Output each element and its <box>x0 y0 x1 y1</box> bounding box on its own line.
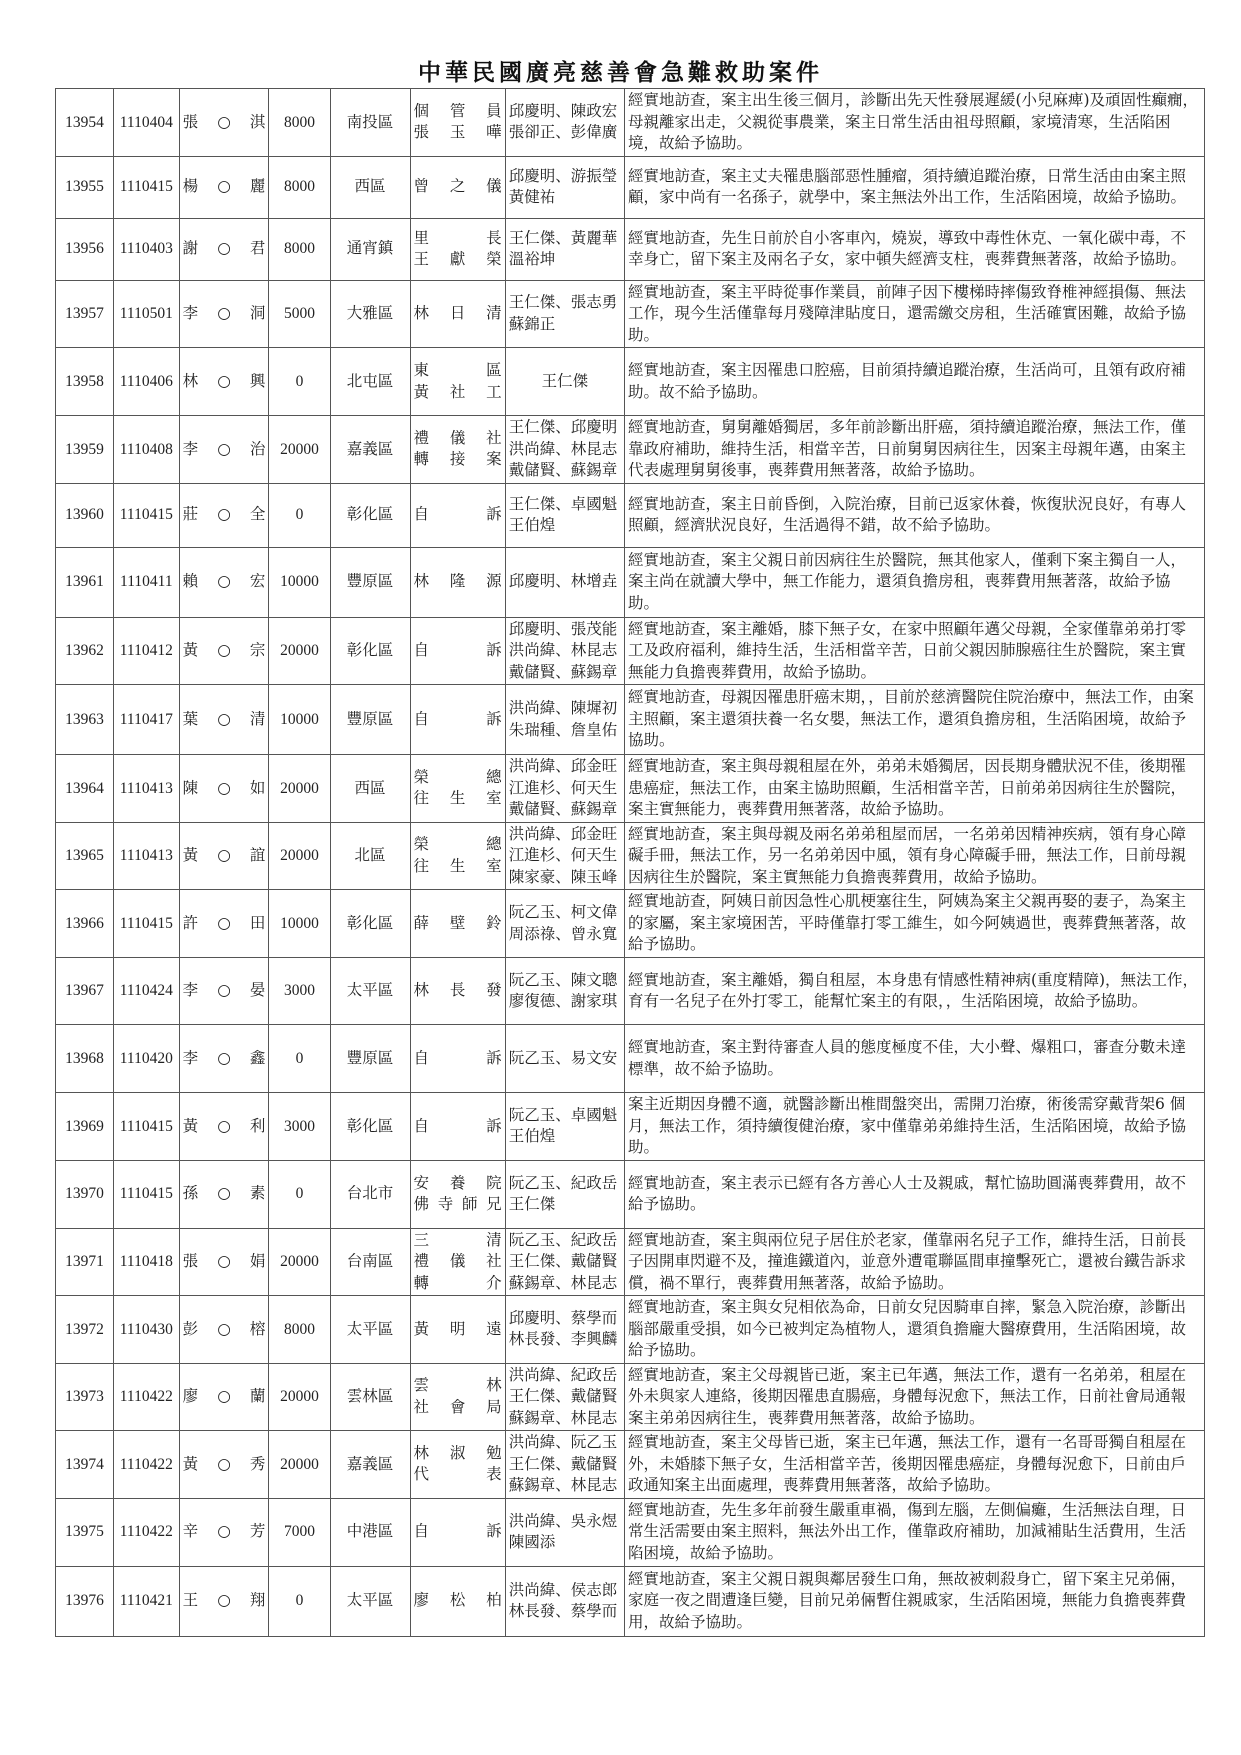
case-row <box>56 89 1205 157</box>
case-date: 1110404 <box>113 89 179 157</box>
case-description: 經實地訪查，案主離婚，獨自租屋，本身患有情感性精神病(重度精障)，無法工作，育有一名兒子在外打零工，能幫忙案主的有限，，生活陷困境，故給予協助。 <box>624 958 1204 1025</box>
case-number: 13975 <box>56 1498 114 1566</box>
case-row <box>56 890 1205 958</box>
case-date: 1110408 <box>113 416 179 484</box>
aid-amount: 0 <box>269 1160 330 1228</box>
visitor-line: 洪尚緯、陳墀初 <box>508 699 618 717</box>
case-number: 13960 <box>56 483 114 547</box>
visitors-cell <box>505 617 624 685</box>
referrer-cell <box>410 1498 505 1566</box>
recipient-name: 辛 ○ 芳 <box>179 1498 269 1566</box>
case-description: 經實地訪查，阿姨日前因急性心肌梗塞往生，阿姨為案主父親再娶的妻子，為案主的家屬，案主家境困苦，平時僅靠打零工維生，如今阿姨過世，喪葬費無著落，故給予協助。 <box>624 890 1204 958</box>
case-date: 1110406 <box>113 348 179 416</box>
visitor-line: 洪尚緯、邱金旺 <box>508 757 618 775</box>
visitor-line: 洪尚緯、林昆志 <box>508 641 618 659</box>
case-area: 通宵鎮 <box>330 218 410 280</box>
case-number: 13962 <box>56 617 114 685</box>
case-description: 經實地訪查，母親因罹患肝癌末期，，目前於慈濟醫院住院治療中，無法工作，由案主照顧，案主還須扶養一名女嬰，無法工作，還須負擔房租，生活陷困境，故給予協助。 <box>624 685 1204 755</box>
case-description: 經實地訪查，案主父母皆已逝，案主已年邁，無法工作，還有一名哥哥獨自租屋在外，未婚膝下無子女，生活相當辛苦，後期因罹患癌症，身體每況愈下，日前由戶政通知案主出面處理，喪葬費用無著落，故給予協助。 <box>624 1431 1204 1499</box>
case-area: 台北市 <box>330 1160 410 1228</box>
case-area: 嘉義區 <box>330 416 410 484</box>
visitor-line: 王仁傑 <box>541 371 589 390</box>
visitor-line: 王仁傑、卓國魁 <box>508 494 618 513</box>
visitor-line: 王仁傑、戴儲賢 <box>508 1387 618 1405</box>
visitor-line: 王伯煌 <box>508 1127 556 1146</box>
recipient-name: 林 ○ 興 <box>179 348 269 416</box>
visitor-line: 洪尚緯、林昆志 <box>508 439 618 458</box>
case-description: 經實地訪查，案主與母親租屋在外，弟弟未婚獨居，因長期身體狀況不佳，後期罹患癌症，無法工作，由案主協助照顧，生活相當辛苦，日前弟弟因病往生於醫院，案主實無能力，喪葬費用無著落，故給予協助。 <box>624 755 1204 823</box>
aid-amount: 0 <box>269 483 330 547</box>
visitors-cell <box>505 218 624 280</box>
visitor-line: 戴儲賢、蘇錫章 <box>508 662 618 681</box>
case-row <box>56 483 1205 547</box>
case-row <box>56 218 1205 280</box>
referrer-line: 廖松柏 <box>413 1591 502 1610</box>
case-description: 經實地訪查，案主父親日親與鄰居發生口角，無故被刺殺身亡，留下案主兄弟倆，家庭一夜之間遭逢巨變，目前兄弟倆暫住親戚家，生活陷困境，無能力負擔喪葬費用，故給予協助。 <box>624 1566 1204 1636</box>
referrer-line: 社會局 <box>413 1397 502 1416</box>
case-date: 1110413 <box>113 822 179 890</box>
visitors-cell <box>505 1431 624 1499</box>
aid-amount: 10000 <box>269 685 330 755</box>
case-description: 經實地訪查，先生日前於自小客車內，燒炭，導致中毒性休克、一氧化碳中毒，不幸身亡，留下案主及兩名子女，家中頓失經濟支柱，喪葬費無著落，故給予協助。 <box>624 218 1204 280</box>
referrer-line: 黃明遠 <box>413 1319 502 1338</box>
case-row <box>56 1498 1205 1566</box>
visitors-cell <box>505 1566 624 1636</box>
visitor-line: 洪尚緯、吳永煜 <box>508 1511 618 1530</box>
visitor-line: 蘇錫章、林昆志 <box>508 1273 618 1292</box>
referrer-cell <box>410 685 505 755</box>
aid-amount: 8000 <box>269 89 330 157</box>
referrer-line: 佛寺師兄 <box>413 1195 502 1213</box>
visitors-cell <box>505 1093 624 1161</box>
case-number: 13972 <box>56 1296 114 1364</box>
referrer-line: 安養院 <box>413 1173 502 1192</box>
case-description: 經實地訪查，舅舅離婚獨居，多年前診斷出肝癌，須持續追蹤治療，無法工作，僅靠政府補助，維持生活，相當辛苦，日前舅舅因病往生，因案主母親年邁，由案主代表處理舅舅後事，喪葬費用無著落，故給予協助。 <box>624 416 1204 484</box>
aid-amount: 20000 <box>269 1363 330 1431</box>
visitor-line: 邱慶明、林增垚 <box>508 572 618 591</box>
case-area: 大雅區 <box>330 280 410 348</box>
case-row <box>56 1093 1205 1161</box>
visitor-line: 阮乙玉、紀政岳 <box>508 1173 618 1192</box>
visitor-line: 阮乙玉、卓國魁 <box>508 1105 618 1124</box>
aid-amount: 20000 <box>269 1228 330 1296</box>
case-area: 北屯區 <box>330 348 410 416</box>
case-area: 彰化區 <box>330 1093 410 1161</box>
referrer-cell <box>410 617 505 685</box>
visitors-cell <box>505 890 624 958</box>
recipient-name: 李 ○ 洞 <box>179 280 269 348</box>
referrer-cell <box>410 958 505 1025</box>
recipient-name: 王 ○ 翔 <box>179 1566 269 1636</box>
referrer-line: 薛壁鈴 <box>413 913 502 932</box>
referrer-cell <box>410 1363 505 1431</box>
referrer-line: 三 清 <box>413 1230 502 1249</box>
visitors-cell <box>505 89 624 157</box>
aid-amount: 10000 <box>269 890 330 958</box>
aid-amount: 8000 <box>269 218 330 280</box>
visitors-cell <box>505 1160 624 1228</box>
case-row <box>56 617 1205 685</box>
referrer-line: 林日清 <box>413 304 502 322</box>
aid-amount: 7000 <box>269 1498 330 1566</box>
visitor-line: 阮乙玉、紀政岳 <box>508 1230 618 1249</box>
case-row <box>56 822 1205 890</box>
visitor-line: 張卻正、彭偉廣 <box>508 123 618 142</box>
case-date: 1110430 <box>113 1296 179 1364</box>
visitor-line: 邱慶明、蔡學而 <box>508 1308 618 1327</box>
referrer-cell <box>410 822 505 890</box>
case-description: 經實地訪查，案主與女兒相依為命，日前女兒因騎車自摔，緊急入院治療，診斷出腦部嚴重受損，如今已被判定為植物人，還須負擔龐大醫療費用，生活陷困境，故給予協助。 <box>624 1296 1204 1364</box>
case-description: 經實地訪查，案主因罹患口腔癌，目前須持續追蹤治療，生活尚可，且領有政府補助。故不給予協助。 <box>624 348 1204 416</box>
visitors-cell <box>505 1363 624 1431</box>
referrer-line: 自 訴 <box>413 1048 502 1067</box>
recipient-name: 廖 ○ 蘭 <box>179 1363 269 1431</box>
referrer-line: 黃社工 <box>413 382 502 401</box>
case-number: 13968 <box>56 1025 114 1093</box>
referrer-line: 自 訴 <box>413 641 502 659</box>
case-number: 13954 <box>56 89 114 157</box>
visitor-line: 洪尚緯、阮乙玉 <box>508 1433 618 1451</box>
visitor-line: 洪尚緯、侯志郎 <box>508 1580 618 1599</box>
visitors-cell <box>505 280 624 348</box>
case-row <box>56 1431 1205 1499</box>
referrer-line: 自 訴 <box>413 1116 502 1135</box>
visitor-line: 江進杉、何天生 <box>508 846 618 864</box>
visitors-cell <box>505 547 624 617</box>
recipient-name: 許 ○ 田 <box>179 890 269 958</box>
referrer-line: 自 訴 <box>413 709 502 728</box>
case-date: 1110403 <box>113 218 179 280</box>
visitor-line: 洪尚緯、邱金旺 <box>508 824 618 843</box>
case-area: 西區 <box>330 755 410 823</box>
visitors-cell <box>505 1498 624 1566</box>
referrer-line: 往生室 <box>413 856 502 875</box>
relief-cases-table <box>55 88 1205 1637</box>
case-description: 經實地訪查，先生多年前發生嚴重車禍，傷到左腦，左側偏癱，生活無法自理，日常生活需要由案主照料，無法外出工作，僅靠政府補助，加減補貼生活費用，生活陷困境，故給予協助。 <box>624 1498 1204 1566</box>
case-date: 1110422 <box>113 1431 179 1499</box>
case-area: 台南區 <box>330 1228 410 1296</box>
case-number: 13974 <box>56 1431 114 1499</box>
case-area: 太平區 <box>330 1566 410 1636</box>
referrer-cell <box>410 156 505 218</box>
case-description: 經實地訪查，案主出生後三個月，診斷出先天性發展遲緩(小兒麻痺)及頑固性癲癇，母親離家出走，父親從事農業，案主日常生活由祖母照顧，家境清寒，生活陷困境，故給予協助。 <box>624 89 1204 157</box>
aid-amount: 20000 <box>269 416 330 484</box>
case-date: 1110415 <box>113 1093 179 1161</box>
case-area: 彰化區 <box>330 617 410 685</box>
case-description: 經實地訪查，案主表示已經有各方善心人士及親戚，幫忙協助圓滿喪葬費用，故不給予協助。 <box>624 1160 1204 1228</box>
recipient-name: 李 ○ 鑫 <box>179 1025 269 1093</box>
recipient-name: 黃 ○ 秀 <box>179 1431 269 1499</box>
case-number: 13959 <box>56 416 114 484</box>
referrer-cell <box>410 755 505 823</box>
visitor-line: 王仁傑、戴儲賢 <box>508 1454 618 1473</box>
document-title: 中華民國廣亮慈善會急難救助案件 <box>418 60 823 86</box>
visitor-line: 戴儲賢、蘇錫章 <box>508 800 618 818</box>
case-date: 1110412 <box>113 617 179 685</box>
case-description: 經實地訪查，案主丈夫罹患腦部惡性腫瘤，須持續追蹤治療，日常生活由由案主照顧，家中尚有一名孫子，就學中，案主無法外出工作，生活陷困境，故給予協助。 <box>624 156 1204 218</box>
aid-amount: 0 <box>269 1566 330 1636</box>
recipient-name: 黃 ○ 利 <box>179 1093 269 1161</box>
case-row <box>56 348 1205 416</box>
case-date: 1110411 <box>113 547 179 617</box>
case-date: 1110415 <box>113 1160 179 1228</box>
case-date: 1110421 <box>113 1566 179 1636</box>
visitor-line: 阮乙玉、易文安 <box>508 1048 618 1067</box>
case-description: 案主近期因身體不適，就醫診斷出椎間盤突出，需開刀治療，術後需穿戴背架6 個月，無法工作，須持續復健治療，家中僅靠弟弟維持生活，生活陷困境，故給予協助。 <box>624 1093 1204 1161</box>
case-date: 1110424 <box>113 958 179 1025</box>
case-area: 太平區 <box>330 958 410 1025</box>
aid-amount: 0 <box>269 1025 330 1093</box>
recipient-name: 謝 ○ 君 <box>179 218 269 280</box>
visitors-cell <box>505 755 624 823</box>
referrer-line: 個管員 <box>413 101 502 120</box>
case-date: 1110422 <box>113 1498 179 1566</box>
visitor-line: 陳家豪、陳玉峰 <box>508 867 618 886</box>
visitor-line: 阮乙玉、柯文偉 <box>508 903 618 921</box>
case-number: 13973 <box>56 1363 114 1431</box>
case-date: 1110415 <box>113 483 179 547</box>
visitor-line: 王仁傑、邱慶明 <box>508 418 618 436</box>
visitors-cell <box>505 1296 624 1364</box>
visitor-line: 林長發、蔡學而 <box>508 1602 618 1620</box>
recipient-name: 彭 ○ 榕 <box>179 1296 269 1364</box>
aid-amount: 20000 <box>269 1431 330 1499</box>
case-row <box>56 1228 1205 1296</box>
case-area: 西區 <box>330 156 410 218</box>
case-area: 豐原區 <box>330 685 410 755</box>
case-area: 嘉義區 <box>330 1431 410 1499</box>
case-number: 13971 <box>56 1228 114 1296</box>
referrer-line: 榮 總 <box>413 835 502 854</box>
case-date: 1110413 <box>113 755 179 823</box>
recipient-name: 賴 ○ 宏 <box>179 547 269 617</box>
visitors-cell <box>505 483 624 547</box>
case-area: 北區 <box>330 822 410 890</box>
case-description: 經實地訪查，案主離婚，膝下無子女，在家中照顧年邁父母親，全家僅靠弟弟打零工及政府福利，維持生活，生活相當辛苦，日前父親因肺腺癌往生於醫院，案主實無能力負擔喪葬費用，故給予協助。 <box>624 617 1204 685</box>
visitor-line: 邱慶明、張茂能 <box>508 619 618 638</box>
referrer-line: 往生室 <box>413 789 502 808</box>
aid-amount: 3000 <box>269 958 330 1025</box>
aid-amount: 5000 <box>269 280 330 348</box>
visitor-line: 洪尚緯、紀政岳 <box>508 1365 618 1384</box>
visitor-line: 王仁傑、張志勇 <box>508 293 618 312</box>
case-description: 經實地訪查，案主父親日前因病往生於醫院，無其他家人，僅剩下案主獨自一人，案主尚在就讀大學中，無工作能力，還須負擔房租，喪葬費用無著落，故給予協助。 <box>624 547 1204 617</box>
case-area: 豐原區 <box>330 547 410 617</box>
case-number: 13955 <box>56 156 114 218</box>
referrer-cell <box>410 890 505 958</box>
case-area: 南投區 <box>330 89 410 157</box>
referrer-line: 林隆源 <box>413 572 502 591</box>
case-date: 1110418 <box>113 1228 179 1296</box>
visitor-line: 邱慶明、陳政宏 <box>508 101 618 120</box>
referrer-line: 榮 總 <box>413 767 502 786</box>
recipient-name: 黃 ○ 誼 <box>179 822 269 890</box>
case-date: 1110420 <box>113 1025 179 1093</box>
visitor-line: 蘇錫章、林昆志 <box>508 1408 618 1427</box>
recipient-name: 李 ○ 晏 <box>179 958 269 1025</box>
aid-amount: 8000 <box>269 156 330 218</box>
recipient-name: 張 ○ 淇 <box>179 89 269 157</box>
visitor-line: 黃健祐 <box>508 188 556 206</box>
case-number: 13958 <box>56 348 114 416</box>
aid-amount: 20000 <box>269 822 330 890</box>
visitor-line: 周添祿、曾永寬 <box>508 924 618 943</box>
case-row <box>56 280 1205 348</box>
visitor-line: 蘇錦正 <box>508 314 556 333</box>
referrer-line: 代 表 <box>413 1465 502 1484</box>
referrer-cell <box>410 416 505 484</box>
case-description: 經實地訪查，案主日前昏倒，入院治療，目前已返家休養，恢復狀況良好，有專人照顧，經濟狀況良好，生活過得不錯，故不給予協助。 <box>624 483 1204 547</box>
referrer-cell <box>410 1228 505 1296</box>
visitor-line: 江進杉、何天生 <box>508 778 618 797</box>
case-number: 13970 <box>56 1160 114 1228</box>
case-description: 經實地訪查，案主與兩位兒子居住於老家，僅靠兩名兒子工作，維持生活，日前長子因開車閃避不及，撞進鐵道內，並意外遭電聯區間車撞擊死亡，還被台鐵告訴求償，禍不單行，喪葬費用無著落，故給予協助。 <box>624 1228 1204 1296</box>
visitor-line: 王仁傑、戴儲賢 <box>508 1252 618 1270</box>
case-number: 13964 <box>56 755 114 823</box>
visitor-line: 王仁傑 <box>508 1195 556 1213</box>
visitors-cell <box>505 348 624 416</box>
visitors-cell <box>505 822 624 890</box>
visitor-line: 陳國添 <box>508 1533 556 1551</box>
visitor-line: 廖復德、謝家琪 <box>508 992 618 1010</box>
case-date: 1110422 <box>113 1363 179 1431</box>
aid-amount: 20000 <box>269 755 330 823</box>
referrer-line: 自 訴 <box>413 1522 502 1541</box>
case-row <box>56 755 1205 823</box>
case-date: 1110415 <box>113 156 179 218</box>
case-description: 經實地訪查，案主父母親皆已逝，案主已年邁，無法工作，還有一名弟弟，租屋在外未與家人連絡，後期因罹患直腸癌，身體每況愈下，無法工作，日前社會局通報案主弟弟因病往生，喪葬費用無著落，故給予協助。 <box>624 1363 1204 1431</box>
case-area: 彰化區 <box>330 483 410 547</box>
case-number: 13957 <box>56 280 114 348</box>
case-area: 雲林區 <box>330 1363 410 1431</box>
visitors-cell <box>505 156 624 218</box>
visitor-line: 王伯煌 <box>508 516 556 534</box>
case-description: 經實地訪查，案主與母親及兩名弟弟租屋而居，一名弟弟因精神疾病，領有身心障礙手冊，無法工作，另一名弟弟因中風，領有身心障礙手冊，無法工作，日前母親因病往生於醫院，案主實無能力負擔喪葬費用，故給予協助。 <box>624 822 1204 890</box>
referrer-cell <box>410 348 505 416</box>
visitor-line: 阮乙玉、陳文聰 <box>508 970 618 989</box>
visitor-line: 邱慶明、游振瑩 <box>508 166 618 185</box>
case-row <box>56 416 1205 484</box>
referrer-cell <box>410 89 505 157</box>
aid-amount: 10000 <box>269 547 330 617</box>
referrer-line: 雲 林 <box>413 1376 502 1395</box>
recipient-name: 葉 ○ 清 <box>179 685 269 755</box>
referrer-cell <box>410 547 505 617</box>
aid-amount: 0 <box>269 348 330 416</box>
recipient-name: 李 ○ 治 <box>179 416 269 484</box>
case-row <box>56 1025 1205 1093</box>
case-number: 13967 <box>56 958 114 1025</box>
case-date: 1110501 <box>113 280 179 348</box>
case-number: 13969 <box>56 1093 114 1161</box>
recipient-name: 楊 ○ 麗 <box>179 156 269 218</box>
case-row <box>56 685 1205 755</box>
case-row <box>56 156 1205 218</box>
case-date: 1110415 <box>113 890 179 958</box>
aid-amount: 20000 <box>269 617 330 685</box>
visitors-cell <box>505 1228 624 1296</box>
case-row <box>56 1363 1205 1431</box>
case-rows <box>56 89 1205 1637</box>
case-area: 太平區 <box>330 1296 410 1364</box>
case-row <box>56 547 1205 617</box>
visitor-line: 朱瑞種、詹皇佑 <box>508 720 618 739</box>
referrer-cell <box>410 218 505 280</box>
visitors-cell <box>505 685 624 755</box>
recipient-name: 孫 ○ 素 <box>179 1160 269 1228</box>
case-row <box>56 1296 1205 1364</box>
visitors-cell <box>505 416 624 484</box>
referrer-cell <box>410 1160 505 1228</box>
case-row <box>56 1566 1205 1636</box>
case-area: 豐原區 <box>330 1025 410 1093</box>
case-number: 13961 <box>56 547 114 617</box>
case-number: 13965 <box>56 822 114 890</box>
case-area: 中港區 <box>330 1498 410 1566</box>
referrer-cell <box>410 483 505 547</box>
case-row <box>56 1160 1205 1228</box>
referrer-line: 王獻榮 <box>413 250 502 268</box>
recipient-name: 黃 ○ 宗 <box>179 617 269 685</box>
referrer-line: 林長發 <box>413 981 502 1000</box>
referrer-line: 里 長 <box>413 228 502 247</box>
recipient-name: 陳 ○ 如 <box>179 755 269 823</box>
referrer-cell <box>410 1093 505 1161</box>
referrer-cell <box>410 1431 505 1499</box>
visitors-cell <box>505 958 624 1025</box>
recipient-name: 莊 ○ 全 <box>179 483 269 547</box>
referrer-line: 轉接案 <box>413 450 502 469</box>
case-number: 13966 <box>56 890 114 958</box>
visitor-line: 戴儲賢、蘇錫章 <box>508 461 618 479</box>
referrer-line: 禮儀社 <box>413 428 502 447</box>
referrer-line: 張玉嘩 <box>413 123 502 142</box>
visitors-cell <box>505 1025 624 1093</box>
case-number: 13976 <box>56 1566 114 1636</box>
aid-amount: 8000 <box>269 1296 330 1364</box>
visitor-line: 溫裕坤 <box>508 250 556 268</box>
referrer-line: 禮儀社 <box>413 1252 502 1270</box>
visitor-line: 王仁傑、黃麗華 <box>508 228 618 247</box>
recipient-name: 張 ○ 娟 <box>179 1228 269 1296</box>
case-description: 經實地訪查，案主平時從事作業員，前陣子因下樓梯時摔傷致脊椎神經損傷、無法工作，現今生活僅靠每月殘障津貼度日，還需繳交房租，生活確實困難，故給予協助。 <box>624 280 1204 348</box>
case-number: 13956 <box>56 218 114 280</box>
referrer-line: 自 訴 <box>413 505 502 524</box>
visitor-line: 蘇錫章、林昆志 <box>508 1476 618 1494</box>
referrer-line: 曾之儀 <box>413 177 502 196</box>
case-description: 經實地訪查，案主對待審查人員的態度極度不佳，大小聲、爆粗口，審查分數未達標準，故不給予協助。 <box>624 1025 1204 1093</box>
case-area: 彰化區 <box>330 890 410 958</box>
referrer-line: 轉 介 <box>413 1273 502 1292</box>
visitor-line: 林長發、李興麟 <box>508 1330 618 1349</box>
referrer-cell <box>410 1025 505 1093</box>
case-row <box>56 958 1205 1025</box>
referrer-cell <box>410 1296 505 1364</box>
referrer-line: 東 區 <box>413 361 502 379</box>
referrer-cell <box>410 1566 505 1636</box>
referrer-line: 林淑勉 <box>413 1443 502 1462</box>
case-number: 13963 <box>56 685 114 755</box>
aid-amount: 3000 <box>269 1093 330 1161</box>
case-date: 1110417 <box>113 685 179 755</box>
referrer-cell <box>410 280 505 348</box>
